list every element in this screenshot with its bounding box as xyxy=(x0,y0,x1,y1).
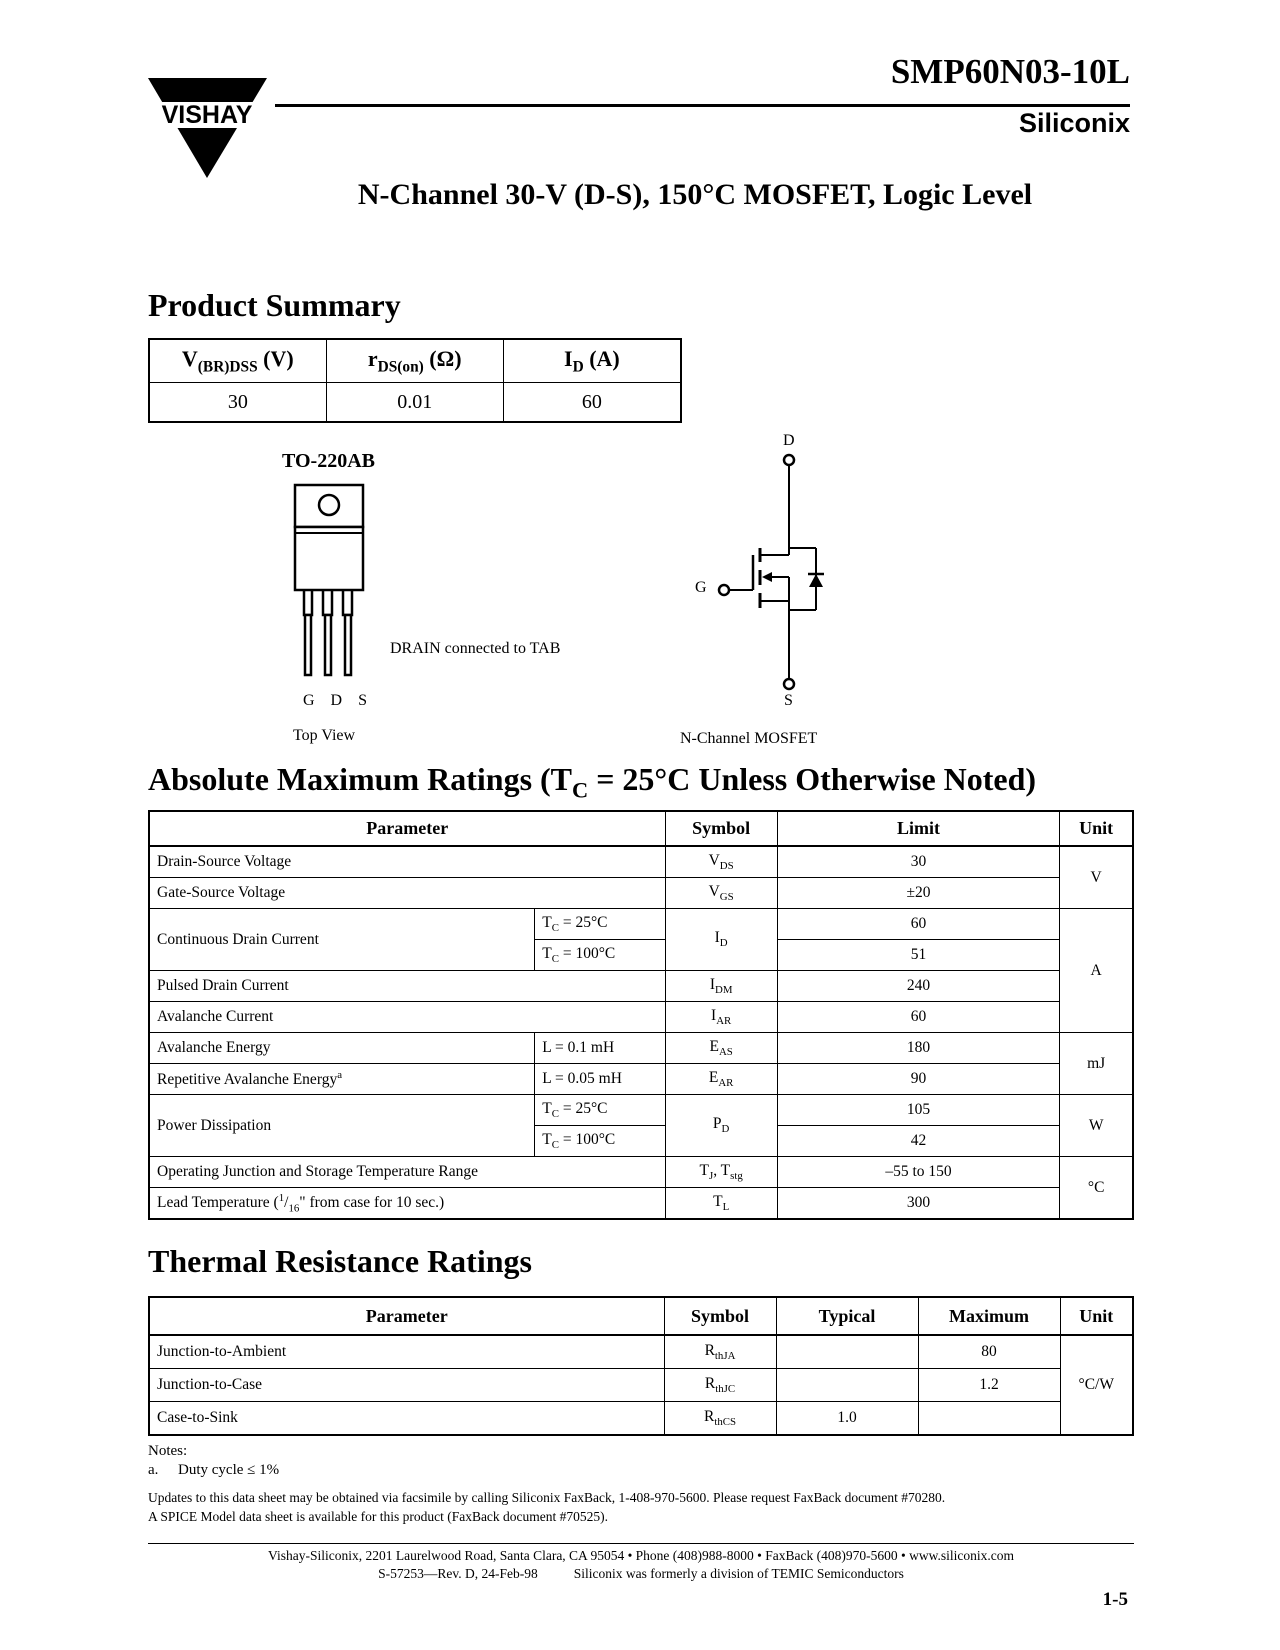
footer-rule xyxy=(148,1543,1134,1544)
param-repetitive-avalanche-energy: Repetitive Avalanche Energy$^a$ xyxy=(149,1064,535,1095)
header-rule xyxy=(275,104,1130,107)
thermal-col-typical: Typical xyxy=(776,1297,918,1335)
symbol-ear: $E_{AR}$ xyxy=(665,1064,777,1095)
table-row xyxy=(149,846,1133,878)
condition-l-0-05mh: L = 0.05 mH xyxy=(535,1064,665,1095)
thermal-maximum: 1.2 xyxy=(918,1369,1060,1402)
thermal-param: Case-to-Sink xyxy=(149,1402,664,1436)
table-row xyxy=(149,1033,1133,1064)
unit-celsius: °C xyxy=(1060,1157,1133,1220)
thermal-symbol: $R_{thJC}$ xyxy=(664,1369,776,1402)
faxback-update-note: Updates to this data sheet may be obtained via facsimile by calling Siliconix FaxBack, 1-408-970-5600. Please request FaxBack document #70280. xyxy=(148,1490,946,1505)
condition-tc-25: $T_C = 25^\circ C$ xyxy=(535,909,665,940)
vishay-logo-text: VISHAY xyxy=(161,101,253,129)
footer-doc-info xyxy=(148,1566,1134,1582)
absolute-maximum-ratings-heading: Absolute Maximum Ratings ($T_C = 25^\circ C$ Unless Otherwise Noted) xyxy=(148,761,1037,803)
limit-iar: 60 xyxy=(777,1002,1060,1033)
summary-value-id: 60 xyxy=(503,383,681,423)
param-lead-temperature: Lead Temperature ($^1/_{16}$" from case for 10 sec.) xyxy=(149,1188,665,1220)
limit-pd-100: 42 xyxy=(777,1126,1060,1157)
limit-ear: 90 xyxy=(777,1064,1060,1095)
drain-label: D xyxy=(783,432,795,449)
summary-col-vbrdss: $V_{(BR)DSS}$ (V) xyxy=(149,339,326,383)
condition-tc-100-pd: $T_C = 100^\circ C$ xyxy=(535,1126,665,1157)
param-gate-source-voltage: Gate-Source Voltage xyxy=(149,878,665,909)
symbol-vgs: $V_{GS}$ xyxy=(665,878,777,909)
formerly-note: Siliconix was formerly a division of TEMIC Semiconductors xyxy=(573,1566,904,1581)
symbol-tl: $T_L$ xyxy=(665,1188,777,1220)
thermal-param: Junction-to-Case xyxy=(149,1369,664,1402)
limit-pd-25: 105 xyxy=(777,1095,1060,1126)
symbol-tj-tstg: $T_J$, $T_{stg}$ xyxy=(665,1157,777,1188)
thermal-col-parameter: Parameter xyxy=(149,1297,664,1335)
notes-heading: Notes: xyxy=(148,1443,188,1459)
table-row xyxy=(149,1402,1133,1436)
thermal-symbol: $R_{thJA}$ xyxy=(664,1335,776,1369)
param-continuous-drain-current: Continuous Drain Current xyxy=(149,909,535,971)
document-number: S-57253—Rev. D, 24-Feb-98 xyxy=(378,1566,538,1581)
symbol-iar: $I_{AR}$ xyxy=(665,1002,777,1033)
table-row xyxy=(149,1064,1133,1095)
unit-millijoules: mJ xyxy=(1060,1033,1133,1095)
table-row xyxy=(149,971,1133,1002)
symbol-id: $I_D$ xyxy=(665,909,777,971)
thermal-resistance-table xyxy=(148,1296,1134,1436)
absolute-maximum-ratings-table xyxy=(148,810,1134,1220)
table-row xyxy=(149,1335,1133,1369)
n-channel-mosfet-symbol xyxy=(680,430,840,695)
table-row xyxy=(149,878,1133,909)
page-number: 1-5 xyxy=(1102,1589,1128,1610)
param-operating-temperature-range: Operating Junction and Storage Temperature Range xyxy=(149,1157,665,1188)
document-title: N-Channel 30-V (D-S), 150°C MOSFET, Logic Level xyxy=(357,178,1033,211)
limit-id-100: 51 xyxy=(777,940,1060,971)
amr-col-symbol: Symbol xyxy=(665,811,777,846)
symbol-idm: $I_{DM}$ xyxy=(665,971,777,1002)
mosfet-caption: N-Channel MOSFET xyxy=(680,730,818,747)
thermal-typical: 1.0 xyxy=(776,1402,918,1436)
limit-idm: 240 xyxy=(777,971,1060,1002)
limit-vgs: ±20 xyxy=(777,878,1060,909)
thermal-resistance-heading: Thermal Resistance Ratings xyxy=(148,1243,532,1279)
amr-col-limit: Limit xyxy=(777,811,1060,846)
pin-labels: G D S xyxy=(303,692,374,709)
param-avalanche-current: Avalanche Current xyxy=(149,1002,665,1033)
amr-col-parameter: Parameter xyxy=(149,811,665,846)
symbol-eas: $E_{AS}$ xyxy=(665,1033,777,1064)
product-summary-table xyxy=(148,338,682,423)
condition-l-0-1mh: L = 0.1 mH xyxy=(535,1033,665,1064)
table-row xyxy=(149,1095,1133,1126)
table-row xyxy=(149,1157,1133,1188)
thermal-typical xyxy=(776,1369,918,1402)
table-row xyxy=(149,909,1133,940)
table-row xyxy=(149,1002,1133,1033)
condition-tc-25-pd: $T_C = 25^\circ C$ xyxy=(535,1095,665,1126)
table-row xyxy=(149,1369,1133,1402)
thermal-unit: °C/W xyxy=(1060,1335,1133,1435)
limit-tl: 300 xyxy=(777,1188,1060,1220)
thermal-symbol: $R_{thCS}$ xyxy=(664,1402,776,1436)
thermal-maximum: 80 xyxy=(918,1335,1060,1369)
limit-vds: 30 xyxy=(777,846,1060,878)
table-row xyxy=(149,1188,1133,1220)
top-view-caption: Top View xyxy=(293,727,356,744)
spice-model-note: A SPICE Model data sheet is available for this product (FaxBack document #70525). xyxy=(148,1509,609,1524)
product-summary-heading: Product Summary xyxy=(148,287,401,323)
unit-watts: W xyxy=(1060,1095,1133,1157)
param-power-dissipation: Power Dissipation xyxy=(149,1095,535,1157)
table-row xyxy=(149,383,681,423)
footer-contact: Vishay-Siliconix, 2201 Laurelwood Road, Santa Clara, CA 95054 • Phone (408)988-8000 • FaxBack (408)970-5600 • www.siliconix.com xyxy=(268,1548,1014,1563)
limit-eas: 180 xyxy=(777,1033,1060,1064)
summary-col-rdson: $r_{DS(on)}$ (Ω) xyxy=(326,339,503,383)
thermal-col-unit: Unit xyxy=(1060,1297,1133,1335)
thermal-col-maximum: Maximum xyxy=(918,1297,1060,1335)
package-name: TO-220AB xyxy=(282,450,375,472)
part-number: SMP60N03-10L xyxy=(890,52,1130,91)
company-name: Siliconix xyxy=(1018,108,1130,138)
param-pulsed-drain-current: Pulsed Drain Current xyxy=(149,971,665,1002)
to220-package-drawing xyxy=(290,480,370,685)
gate-label: G xyxy=(695,579,707,596)
limit-id-25: 60 xyxy=(777,909,1060,940)
param-avalanche-energy: Avalanche Energy xyxy=(149,1033,535,1064)
condition-tc-100: $T_C = 100^\circ C$ xyxy=(535,940,665,971)
unit-amps: A xyxy=(1060,909,1133,1033)
summary-col-id: $I_D$ (A) xyxy=(503,339,681,383)
note-a: a. Duty cycle ≤ 1% xyxy=(148,1462,280,1478)
symbol-pd: $P_D$ xyxy=(665,1095,777,1157)
drain-tab-note: DRAIN connected to TAB xyxy=(390,640,561,657)
thermal-param: Junction-to-Ambient xyxy=(149,1335,664,1369)
summary-value-rdson: 0.01 xyxy=(326,383,503,423)
param-drain-source-voltage: Drain-Source Voltage xyxy=(149,846,665,878)
unit-volts: V xyxy=(1060,846,1133,909)
thermal-col-symbol: Symbol xyxy=(664,1297,776,1335)
thermal-typical xyxy=(776,1335,918,1369)
vishay-logo xyxy=(145,78,270,178)
thermal-maximum xyxy=(918,1402,1060,1436)
limit-tj: –55 to 150 xyxy=(777,1157,1060,1188)
source-label: S xyxy=(784,692,793,709)
summary-value-vbrdss: 30 xyxy=(149,383,326,423)
symbol-vds: $V_{DS}$ xyxy=(665,846,777,878)
amr-col-unit: Unit xyxy=(1060,811,1133,846)
